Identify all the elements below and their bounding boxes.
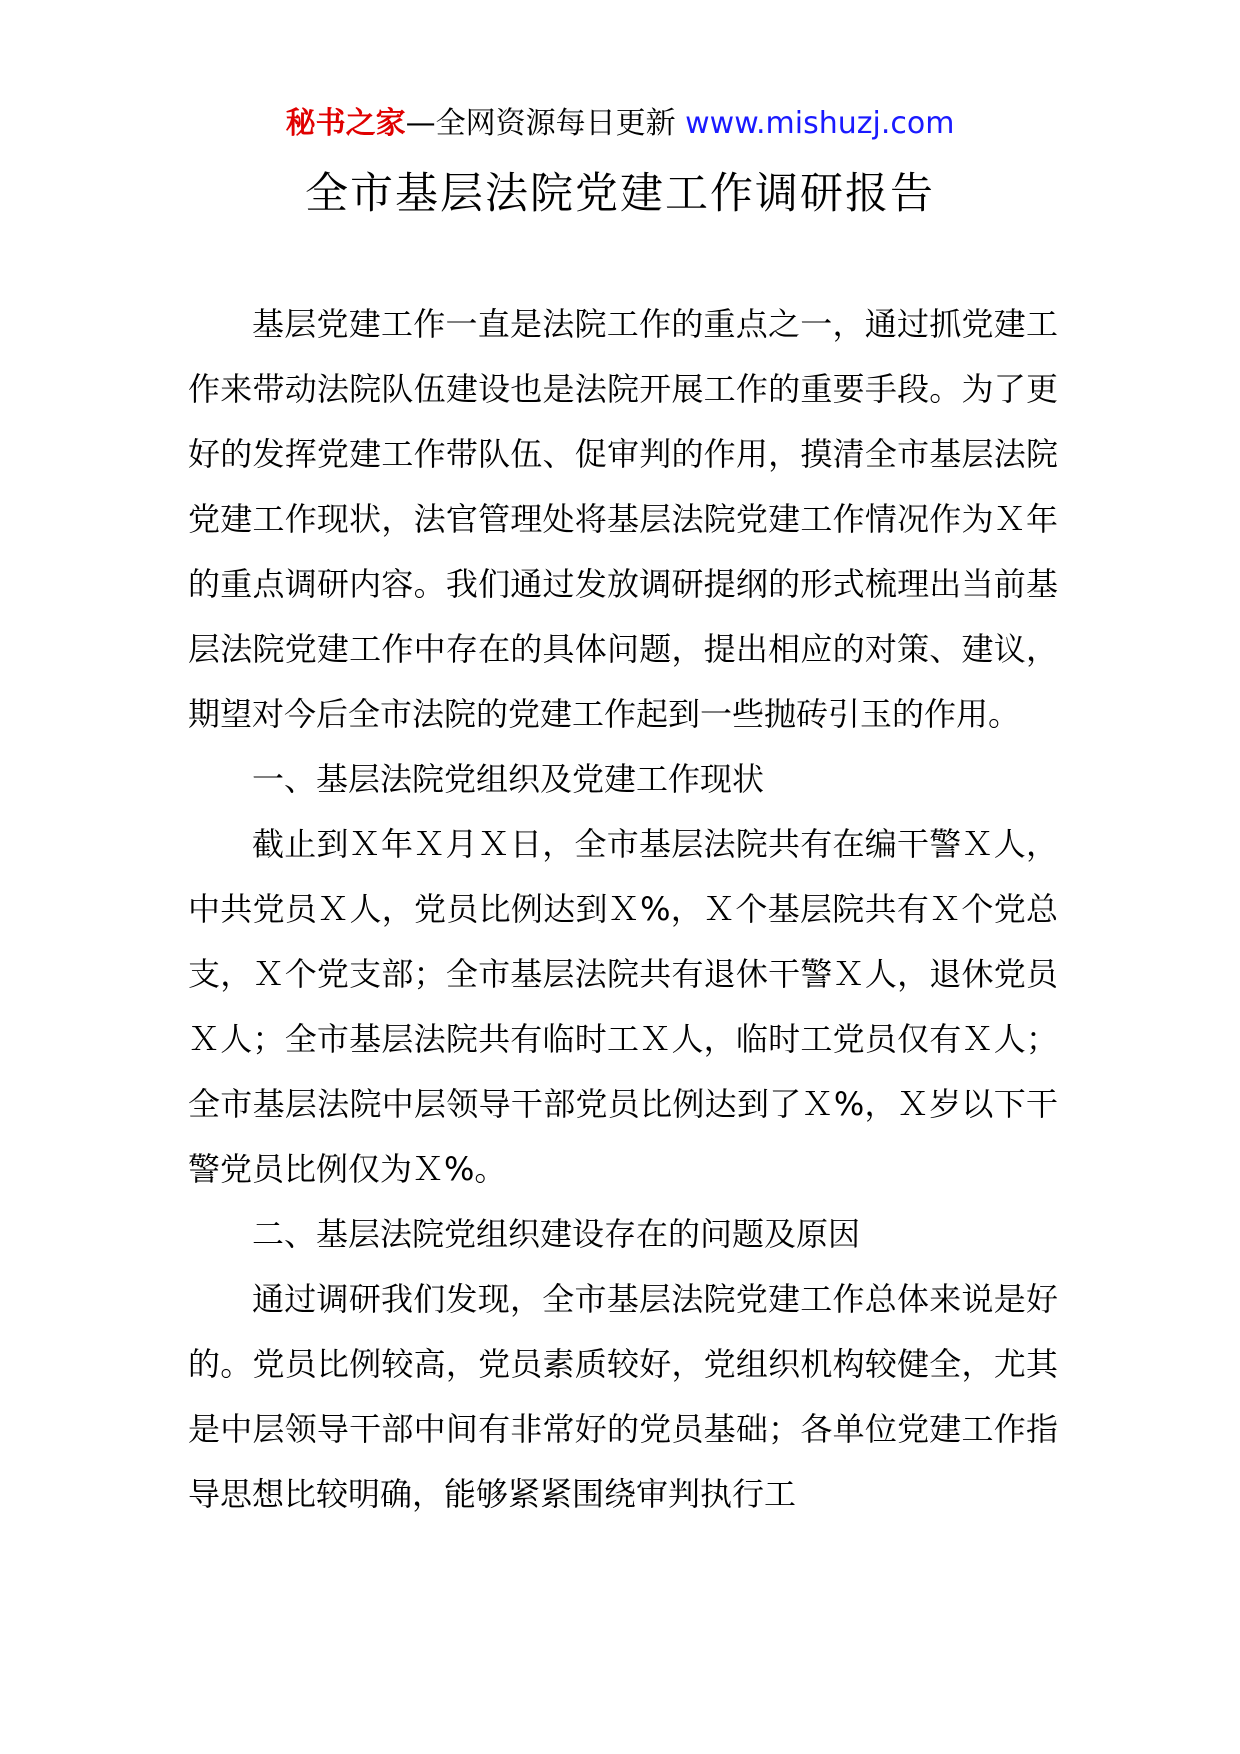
document-body — [188, 292, 1058, 1527]
site-header — [0, 100, 1240, 148]
section-heading-2: 二、基层法院党组织建设存在的问题及原因 — [252, 1215, 861, 1253]
site-brand: 秘书之家 — [285, 106, 406, 141]
section-heading-1: 一、基层法院党组织及党建工作现状 — [252, 760, 765, 798]
paragraph-findings: 通过调研我们发现，全市基层法院党建工作总体来说是好的。党员比例较高，党员素质较好，党组织机构较健全，尤其是中层领导干部中间有非常好的党员基础；各单位党建工作指导思想比较明确，能够紧紧围绕审判执行工 — [188, 1280, 1058, 1513]
document-title: 全市基层法院党建工作调研报告 — [305, 169, 935, 219]
site-tagline: —全网资源每日更新 — [405, 106, 686, 141]
site-url[interactable]: www.mishuzj.com — [685, 106, 955, 141]
paragraph-intro: 基层党建工作一直是法院工作的重点之一，通过抓党建工作来带动法院队伍建设也是法院开展工作的重要手段。为了更好的发挥党建工作带队伍、促审判的作用，摸清全市基层法院党建工作现状，法官管理处将基层法院党建工作情况作为Ｘ年的重点调研内容。我们通过发放调研提纲的形式梳理出当前基层法院党建工作中存在的具体问题，提出相应的对策、建议，期望对今后全市法院的党建工作起到一些抛砖引玉的作用。 — [188, 305, 1058, 733]
paragraph-status: 截止到Ｘ年Ｘ月Ｘ日，全市基层法院共有在编干警Ｘ人，中共党员Ｘ人，党员比例达到Ｘ%，Ｘ个基层院共有Ｘ个党总支，Ｘ个党支部；全市基层法院共有退休干警Ｘ人，退休党员Ｘ人；全市基层法院共有临时工Ｘ人，临时工党员仅有Ｘ人；全市基层法院中层领导干部党员比例达到了Ｘ%，Ｘ岁以下干警党员比例仅为Ｘ%。 — [188, 825, 1058, 1188]
